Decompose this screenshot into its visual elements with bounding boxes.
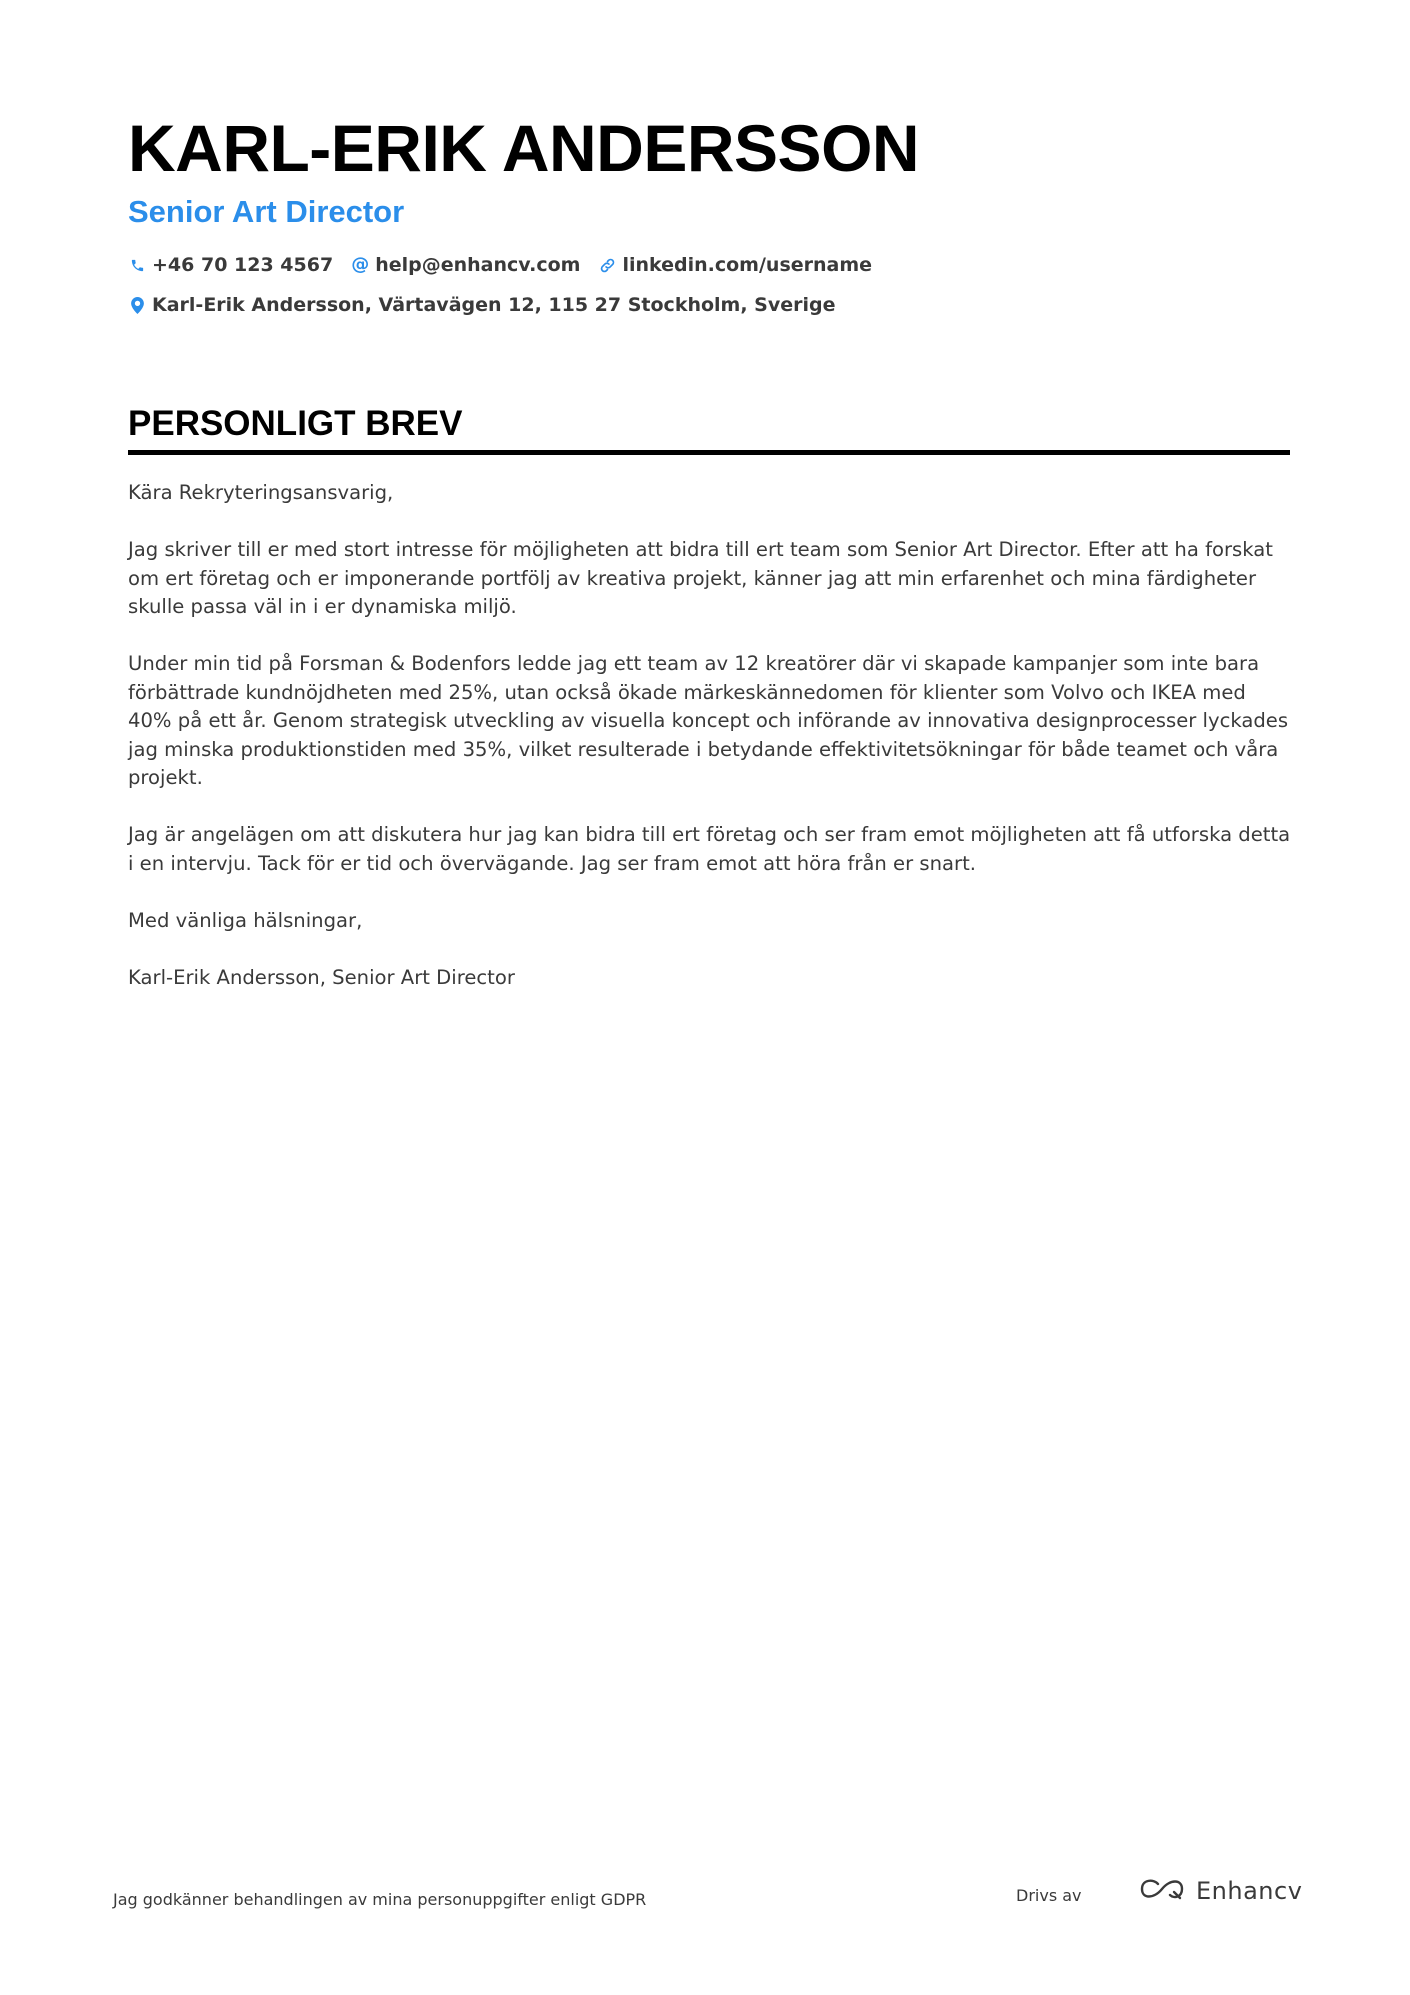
brand-link[interactable] [1138,1876,1302,1906]
contact-phone[interactable] [128,254,333,276]
contact-address [128,294,836,316]
contact-row-address [128,290,1288,320]
link-icon [598,256,616,274]
powered-by-label: Drivs av [1016,1886,1082,1905]
gdpr-consent-text: Jag godkänner behandlingen av mina personuppgifter enligt GDPR [113,1890,647,1909]
footer [0,1877,1410,1948]
letter-paragraph: Jag är angelägen om att diskutera hur jag kan bidra till ert företag och ser fram emot möjligheten att få utforska detta i en intervju. Tack för er tid och övervägande. Jag ser fram emot att höra från er snart. [128,823,1291,875]
at-icon: @ [351,254,370,275]
linkedin-text: linkedin.com/username [622,254,873,276]
enhancv-logo-icon [1138,1876,1186,1906]
letter-paragraph: Under min tid på Forsman & Bodenfors ledde jag ett team av 12 kreatörer där vi skapade kampanjer som inte bara förbättrade kundnöjdheten med 25%, utan också ökade märkeskännedomen för klienter som Volvo och IKEA med 40% på ett år. Genom strategisk utveckling av visuella koncept och införande av innovativa designprocesser lyckades jag minska produktionstiden med 35%, vilket resulterade i betydande effektivitetsökningar för både teamet och våra projekt. [128,652,1289,789]
header [128,108,1288,320]
location-pin-icon [128,296,146,314]
cover-letter-section [128,402,1290,1021]
letter-salutation: Kära Rekryteringsansvarig, [128,481,394,504]
address-text: Karl-Erik Andersson, Värtavägen 12, 115 27 Stockholm, Sverige [152,294,836,316]
phone-text: +46 70 123 4567 [152,254,334,276]
contact-row-primary [128,250,1288,280]
letter-paragraph: Jag skriver till er med stort intresse för möjligheten att bidra till ert team som Senior Art Director. Efter att ha forskat om ert företag och er imponerande portfölj av kreativa projekt, känner jag att min erfarenhet och mina färdigheter skulle passa väl in i er dynamiska miljö. [128,538,1273,618]
email-text: help@enhancv.com [375,254,581,276]
letter-closing: Med vänliga hälsningar, [128,908,363,932]
candidate-role: Senior Art Director [128,194,405,229]
candidate-name: KARL-ERIK ANDERSSON [128,111,920,185]
letter-body [128,479,1293,992]
contact-linkedin[interactable] [598,254,872,276]
contact-email[interactable] [351,254,580,276]
section-divider [128,450,1290,455]
brand-name: Enhancv [1196,1877,1303,1905]
letter-signature: Karl-Erik Andersson, Senior Art Director [128,965,515,989]
phone-icon [128,256,146,274]
section-title: PERSONLIGT BREV [128,404,463,443]
